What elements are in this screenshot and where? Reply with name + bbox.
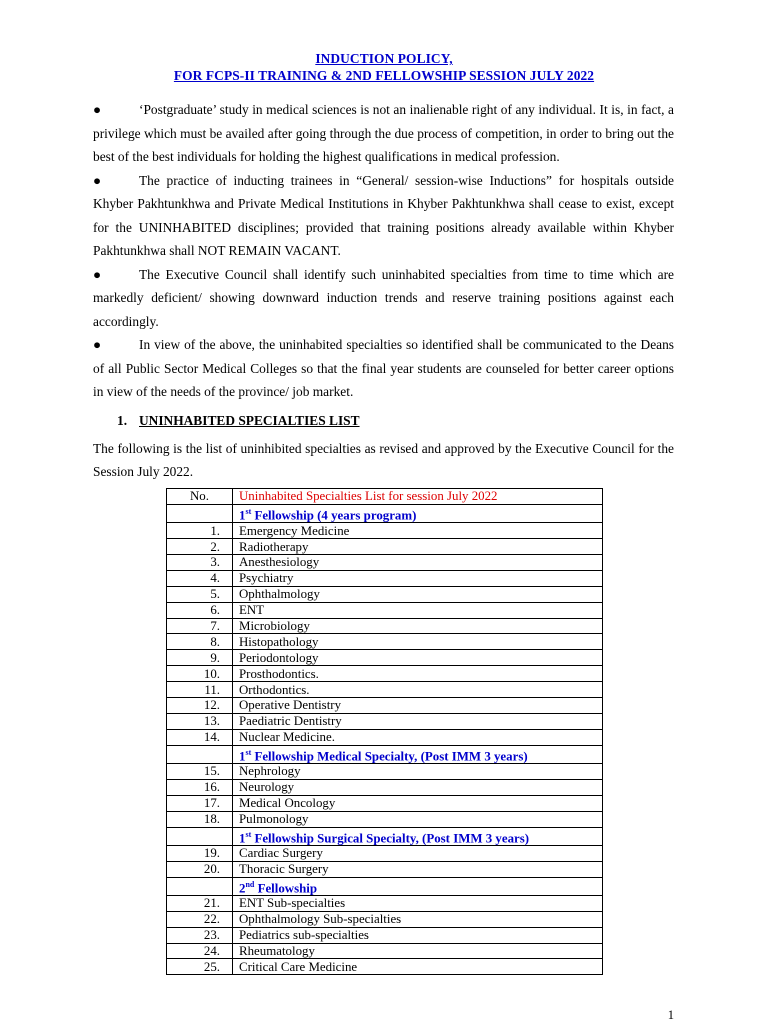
specialty-name: Paediatric Dentistry [233,713,603,729]
row-number: 14. [167,729,233,745]
specialty-name: Nephrology [233,763,603,779]
group-header-label: 1st Fellowship Medical Specialty, (Post IMM 3 years) [233,745,603,763]
group-header-label: 2nd Fellowship [233,877,603,895]
table-row [167,763,603,779]
row-number: 18. [167,811,233,827]
row-number: 5. [167,586,233,602]
table-row [167,554,603,570]
specialty-name: ENT [233,602,603,618]
group-header-row [167,827,603,845]
row-number: 7. [167,618,233,634]
section-title: UNINHABITED SPECIALTIES LIST [139,413,360,428]
specialty-name: Medical Oncology [233,795,603,811]
specialty-name: Critical Care Medicine [233,959,603,975]
row-number: 11. [167,682,233,698]
table-row [167,602,603,618]
specialty-name: Cardiac Surgery [233,845,603,861]
bullet-icon: ● [93,337,102,352]
group-header-label: 1st Fellowship (4 years program) [233,504,603,522]
bullet-icon: ● [93,102,102,117]
row-number: 2. [167,539,233,555]
table-row [167,697,603,713]
specialty-name: Ophthalmology [233,586,603,602]
row-number: 21. [167,895,233,911]
table-row [167,523,603,539]
policy-bullets [93,98,674,404]
table-row [167,795,603,811]
specialty-name: Neurology [233,779,603,795]
bullet-paragraph: ● In view of the above, the uninhabited specialties so identified shall be communicated to the Deans of all Public Sector Medical Colleges so that the final year students are counseled for better career options in view of the needs of the province/ job market. [93,333,674,404]
row-number: 24. [167,943,233,959]
specialty-name: Emergency Medicine [233,523,603,539]
table-row [167,682,603,698]
specialty-name: Microbiology [233,618,603,634]
group-header-no-cell [167,745,233,763]
table-row [167,811,603,827]
table-header-row [167,489,603,505]
specialty-name: Rheumatology [233,943,603,959]
specialty-name: ENT Sub-specialties [233,895,603,911]
row-number: 23. [167,927,233,943]
row-number: 3. [167,554,233,570]
group-header-row [167,745,603,763]
row-number: 6. [167,602,233,618]
section-heading [117,413,360,429]
row-number: 13. [167,713,233,729]
specialty-name: Pediatrics sub-specialties [233,927,603,943]
group-header-no-cell [167,827,233,845]
column-header-title: Uninhabited Specialties List for session July 2022 [233,489,603,505]
table-row [167,713,603,729]
document-subtitle: FOR FCPS-II TRAINING & 2ND FELLOWSHIP SESSION JULY 2022 [173,68,595,83]
specialty-name: Operative Dentistry [233,697,603,713]
section-number: 1. [117,413,128,428]
bullet-paragraph: ● The practice of inducting trainees in “General/ session-wise Inductions” for hospitals outside Khyber Pakhtunkhwa and Private Medical Institutions in Khyber Pakhtunkhwa shall cease to exist, except for the UNINHABITED disciplines; provided that training positions already available within Khyber Pakhtunkhwa shall NOT REMAIN VACANT. [93,169,674,263]
bullet-icon: ● [93,172,102,188]
row-number: 1. [167,523,233,539]
document-title: INDUCTION POLICY, [315,51,453,66]
row-number: 8. [167,634,233,650]
table-row [167,943,603,959]
specialty-name: Pulmonology [233,811,603,827]
table-row [167,618,603,634]
row-number: 16. [167,779,233,795]
section-intro: The following is the list of uninhibited specialties as revised and approved by the Executive Council for the Session July 2022. [93,441,674,479]
table-row [167,570,603,586]
group-header-row [167,504,603,522]
table-row [167,586,603,602]
group-header-label: 1st Fellowship Surgical Specialty, (Post IMM 3 years) [233,827,603,845]
specialty-name: Nuclear Medicine. [233,729,603,745]
specialty-name: Periodontology [233,650,603,666]
group-header-no-cell [167,504,233,522]
specialty-name: Anesthesiology [233,554,603,570]
table-row [167,959,603,975]
bullet-icon: ● [93,266,102,282]
row-number: 12. [167,697,233,713]
bullet-paragraph: ● The Executive Council shall identify such uninhabited specialties from time to time which are markedly deficient/ showing downward induction trends and reserve training positions against each accordingly. [93,263,674,334]
group-header-no-cell [167,877,233,895]
row-number: 15. [167,763,233,779]
table-row [167,650,603,666]
row-number: 4. [167,570,233,586]
row-number: 19. [167,845,233,861]
table-row [167,895,603,911]
specialty-name: Psychiatry [233,570,603,586]
specialties-table [166,488,603,975]
specialty-name: Thoracic Surgery [233,861,603,877]
table-row [167,927,603,943]
table-row [167,845,603,861]
table-row [167,729,603,745]
group-header-row [167,877,603,895]
row-number: 10. [167,666,233,682]
specialty-name: Orthodontics. [233,682,603,698]
row-number: 22. [167,911,233,927]
table-row [167,666,603,682]
row-number: 20. [167,861,233,877]
table-row [167,911,603,927]
bullet-paragraph: ● ‘Postgraduate’ study in medical sciences is not an inalienable right of any individual. It is, in fact, a privilege which must be availed after going through the due process of competition, in order to bring out the best of the best individuals for holding the highest qualifications in medical profession. [93,98,674,169]
row-number: 9. [167,650,233,666]
row-number: 17. [167,795,233,811]
table-row [167,861,603,877]
table-row [167,539,603,555]
table-row [167,634,603,650]
column-header-no: No. [167,489,233,505]
specialty-name: Prosthodontics. [233,666,603,682]
specialty-name: Histopathology [233,634,603,650]
table-row [167,779,603,795]
page-number: 1 [667,1008,674,1022]
specialty-name: Ophthalmology Sub-specialties [233,911,603,927]
specialty-name: Radiotherapy [233,539,603,555]
row-number: 25. [167,959,233,975]
